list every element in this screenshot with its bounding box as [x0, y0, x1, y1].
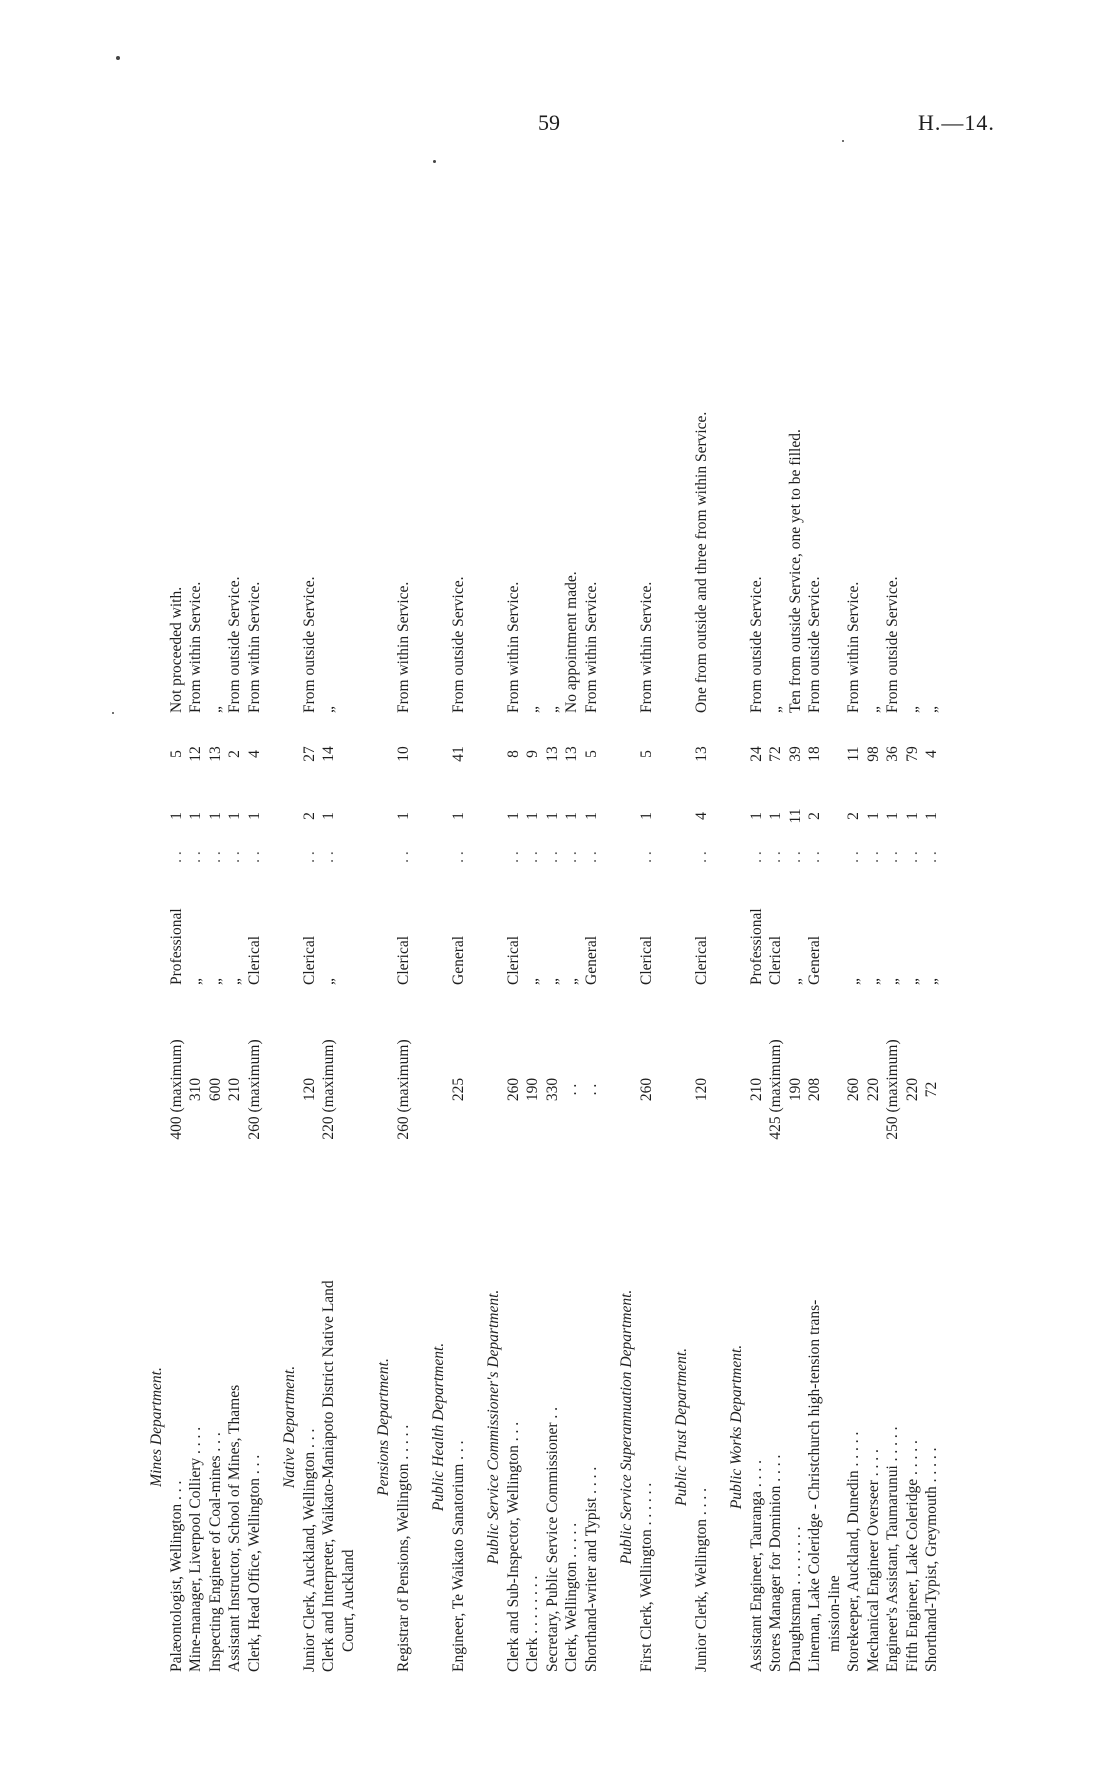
- position-title: [844, 1182, 864, 1672]
- division-cell: General: [806, 935, 823, 985]
- salary-cell: 400 (maximum): [167, 1039, 185, 1140]
- table-row: [449, 237, 469, 1672]
- table-row: [582, 237, 602, 1672]
- remarks-cell: „: [206, 706, 224, 713]
- dots-cell: . .: [637, 851, 655, 863]
- applications-count: 5: [637, 750, 655, 758]
- positions-count: 2: [845, 812, 862, 820]
- position-title: [747, 1182, 767, 1672]
- division-cell: „: [226, 978, 243, 985]
- scan-speck: [433, 160, 436, 163]
- position-title: [864, 1182, 884, 1672]
- position-text: Draughtsman . . .: [786, 1565, 804, 1672]
- applications-count: 13: [692, 746, 710, 762]
- positions-count: 1: [524, 812, 541, 820]
- division-cell: Professional: [167, 908, 185, 985]
- division-cell: General: [449, 935, 467, 985]
- dots-cell: . .: [845, 851, 862, 863]
- salary-cell: . .: [582, 1083, 600, 1096]
- remarks-cell: From within Service.: [845, 581, 862, 713]
- leader-dots: . . .: [903, 1440, 921, 1464]
- position-title: [225, 1182, 245, 1672]
- position-text: Lineman, Lake Coleridge - Christchurch high-tension trans-: [806, 1299, 823, 1672]
- applications-count: 8: [504, 750, 522, 758]
- position-text: Clerk . . .: [524, 1614, 541, 1672]
- positions-count: 1: [747, 812, 765, 820]
- position-title: [319, 1182, 358, 1672]
- remarks-cell: From within Service.: [187, 581, 204, 713]
- scan-speck: [116, 56, 120, 60]
- salary-cell: 260: [845, 1077, 862, 1102]
- positions-count: 1: [206, 812, 224, 820]
- salary-cell: 220: [903, 1077, 921, 1102]
- leader-dots: . . . .: [637, 1482, 655, 1514]
- position-title: [562, 1182, 582, 1672]
- leader-dots: . . .: [300, 1428, 318, 1452]
- position-title: [186, 1182, 206, 1672]
- positions-count: 1: [187, 812, 204, 820]
- position-continuation: Court, Auckland: [339, 1549, 357, 1652]
- applications-count: 79: [903, 746, 921, 762]
- positions-count: 1: [884, 812, 901, 820]
- position-text: Engineer, Te Waikato Sanatorium: [449, 1463, 467, 1672]
- leader-dots: . . .: [206, 1432, 224, 1456]
- remarks-cell: „: [524, 706, 541, 713]
- salary-cell: 260 (maximum): [245, 1039, 263, 1140]
- applications-count: 41: [449, 746, 467, 762]
- applications-count: 98: [864, 746, 882, 762]
- leader-dots: . . .: [884, 1426, 901, 1450]
- table-row: [300, 237, 320, 1672]
- position-title: [692, 1182, 712, 1672]
- dots-cell: . .: [884, 851, 901, 863]
- applications-count: 11: [845, 746, 862, 762]
- position-continuation: mission-line: [825, 1575, 843, 1652]
- leader-dots: . . .: [449, 1440, 467, 1464]
- scan-speck: [112, 712, 114, 714]
- salary-cell: . .: [563, 1083, 580, 1096]
- dots-cell: . .: [524, 851, 541, 863]
- division-cell: Clerical: [692, 935, 710, 985]
- remarks-cell: Not proceeded with.: [167, 586, 185, 713]
- remarks-cell: One from outside and three from within Service.: [692, 411, 710, 713]
- position-text: Mechanical Engineer Overseer: [864, 1480, 882, 1672]
- applications-count: 4: [245, 750, 263, 758]
- dots-cell: . .: [864, 851, 882, 863]
- salary-cell: 260: [504, 1077, 522, 1102]
- position-title: [637, 1182, 657, 1672]
- salary-cell: 210: [226, 1077, 243, 1102]
- division-cell: „: [786, 978, 804, 985]
- page-reference: H.—14.: [918, 110, 995, 135]
- leader-dots: . .: [187, 1426, 204, 1443]
- remarks-cell: „: [864, 706, 882, 713]
- salary-cell: 210: [747, 1077, 765, 1102]
- salary-cell: 208: [806, 1077, 823, 1102]
- applications-count: 24: [747, 746, 765, 762]
- leader-dots: . . . .: [582, 1466, 600, 1498]
- remarks-cell: No appointment made.: [563, 571, 580, 713]
- remarks-cell: From within Service.: [582, 581, 600, 713]
- department-heading: Public Service Commissioner's Department.: [485, 1289, 502, 1565]
- dots-cell: . .: [692, 851, 710, 863]
- table-row: [766, 237, 786, 1672]
- applications-count: 13: [543, 746, 561, 762]
- division-cell: „: [206, 978, 224, 985]
- remarks-cell: From outside Service.: [747, 576, 765, 713]
- dots-cell: . .: [245, 851, 263, 863]
- positions-count: 1: [226, 812, 243, 820]
- dots-cell: . .: [582, 851, 600, 863]
- dots-cell: . .: [563, 851, 580, 863]
- applications-count: 72: [767, 746, 784, 762]
- position-title: [449, 1182, 469, 1672]
- position-text: Stores Manager for Dominion: [767, 1485, 784, 1672]
- applications-count: 2: [226, 750, 243, 758]
- dots-cell: . .: [747, 851, 765, 863]
- department-heading: Public Service Superannuation Department.: [618, 1289, 635, 1565]
- position-text: Storekeeper, Auckland, Dunedin . .: [845, 1454, 862, 1672]
- table-row: [786, 237, 806, 1672]
- remarks-cell: From outside Service.: [226, 576, 243, 713]
- page-number: 59: [538, 110, 560, 135]
- scan-speck: [842, 140, 844, 142]
- leader-dots: . . . .: [864, 1449, 882, 1481]
- dots-cell: . .: [449, 851, 467, 863]
- remarks-cell: „: [903, 706, 921, 713]
- applications-count: 5: [167, 750, 185, 758]
- applications-count: 18: [806, 746, 823, 762]
- applications-count: 14: [320, 746, 337, 762]
- position-title: [300, 1182, 320, 1672]
- division-cell: Professional: [747, 908, 765, 985]
- positions-count: 11: [786, 808, 804, 824]
- position-title: [523, 1182, 543, 1672]
- leader-dots: . . . .: [767, 1454, 784, 1486]
- position-title: [206, 1182, 226, 1672]
- dots-cell: . .: [300, 851, 318, 863]
- department-heading: Native Department.: [281, 1365, 298, 1489]
- division-cell: „: [563, 978, 580, 985]
- positions-count: 1: [767, 812, 784, 820]
- remarks-cell: „: [543, 706, 561, 713]
- remarks-cell: From within Service.: [245, 581, 263, 713]
- applications-count: 27: [300, 746, 318, 762]
- leader-dots: . . . . .: [524, 1575, 541, 1615]
- applications-count: 36: [884, 746, 901, 762]
- positions-count: 1: [923, 812, 940, 820]
- remarks-cell: From within Service.: [504, 581, 522, 713]
- position-title: [245, 1182, 265, 1672]
- table-row: [637, 237, 657, 1672]
- table-row: [245, 237, 265, 1672]
- division-cell: „: [320, 978, 337, 985]
- applications-count: 13: [206, 746, 224, 762]
- division-cell: Clerical: [637, 935, 655, 985]
- position-text: Assistant Instructor, School of Mines, Thames: [226, 1384, 243, 1672]
- remarks-cell: From within Service.: [394, 581, 412, 713]
- leader-dots: . . . . .: [563, 1522, 580, 1562]
- salary-cell: 220: [864, 1077, 882, 1102]
- dots-cell: . .: [167, 851, 185, 863]
- department-heading: Pensions Department.: [375, 1358, 392, 1496]
- position-title: [582, 1182, 602, 1672]
- position-text: First Clerk, Wellington . .: [637, 1513, 655, 1672]
- applications-count: 10: [394, 746, 412, 762]
- division-cell: „: [187, 978, 204, 985]
- applications-count: 39: [786, 746, 804, 762]
- table-row: [167, 237, 187, 1672]
- division-cell: General: [582, 935, 600, 985]
- position-text: Secretary, Public Service Commissioner: [543, 1422, 561, 1672]
- division-cell: „: [864, 978, 882, 985]
- leader-dots: . . .: [394, 1424, 412, 1448]
- remarks-cell: Ten from outside Service, one yet to be filled.: [786, 429, 804, 713]
- positions-count: 1: [563, 812, 580, 820]
- salary-cell: 260 (maximum): [394, 1039, 412, 1140]
- salary-cell: 120: [300, 1077, 318, 1102]
- table-row: [864, 237, 884, 1672]
- position-text: Shorthand-writer and Typist: [582, 1497, 600, 1672]
- dots-cell: . .: [226, 851, 243, 863]
- table-row: [225, 237, 245, 1672]
- position-title: [167, 1182, 187, 1672]
- applications-count: 5: [582, 750, 600, 758]
- remarks-cell: From outside Service.: [449, 576, 467, 713]
- position-text: Inspecting Engineer of Coal-mines: [206, 1455, 224, 1672]
- dots-cell: . .: [394, 851, 412, 863]
- applications-count: 13: [563, 746, 580, 762]
- position-title: [786, 1182, 806, 1672]
- positions-count: 1: [582, 812, 600, 820]
- leader-dots: . . .: [923, 1447, 940, 1471]
- position-text: Clerk, Wellington: [563, 1561, 580, 1672]
- leader-dots: . . .: [504, 1421, 522, 1446]
- dots-cell: . .: [206, 851, 224, 863]
- positions-count: 1: [320, 812, 337, 820]
- division-cell: Clerical: [767, 935, 784, 985]
- dots-cell: . .: [187, 851, 204, 863]
- division-cell: Clerical: [245, 935, 263, 985]
- applications-count: 9: [524, 750, 541, 758]
- positions-count: 2: [806, 812, 823, 820]
- dots-cell: . .: [504, 851, 522, 863]
- applications-count: 4: [923, 750, 940, 758]
- division-cell: „: [923, 978, 940, 985]
- leader-dots: . . . .: [747, 1460, 765, 1492]
- position-text: Mine-manager, Liverpool Colliery . .: [187, 1442, 204, 1672]
- salary-cell: 120: [692, 1077, 710, 1102]
- table-row: [504, 237, 524, 1672]
- table-row: [562, 237, 582, 1672]
- position-title: [543, 1182, 563, 1672]
- positions-count: 1: [245, 812, 263, 820]
- positions-count: 1: [543, 812, 561, 820]
- leader-dots: . . .: [845, 1431, 862, 1455]
- position-text: Fifth Engineer, Lake Coleridge . .: [903, 1463, 921, 1672]
- department-heading: Public Health Department.: [430, 1342, 447, 1512]
- positions-count: 1: [504, 812, 522, 820]
- salary-cell: 225: [449, 1077, 467, 1102]
- table-row: [903, 237, 923, 1672]
- positions-count: 2: [300, 812, 318, 820]
- table-row: [747, 237, 767, 1672]
- remarks-cell: „: [320, 706, 337, 713]
- position-text: Clerk, Head Office, Wellington: [245, 1477, 263, 1672]
- salary-cell: 190: [524, 1077, 541, 1102]
- division-cell: „: [884, 978, 901, 985]
- position-text: Assistant Engineer, Tauranga: [747, 1491, 765, 1672]
- dots-cell: . .: [543, 851, 561, 863]
- salary-cell: 72: [923, 1081, 940, 1098]
- position-title: [883, 1182, 903, 1672]
- position-text: Shorthand-Typist, Greymouth . .: [923, 1470, 940, 1672]
- position-title: [766, 1182, 786, 1672]
- table-row: [922, 237, 942, 1672]
- leader-dots: . . . .: [692, 1487, 710, 1519]
- position-title: [903, 1182, 923, 1672]
- dots-cell: . .: [923, 851, 940, 863]
- table-row: [844, 237, 864, 1672]
- division-cell: „: [845, 978, 862, 985]
- division-cell: Clerical: [394, 935, 412, 985]
- position-title: [922, 1182, 942, 1672]
- department-heading: Public Trust Department.: [673, 1348, 690, 1507]
- table-row: [206, 237, 226, 1672]
- positions-count: 1: [167, 812, 185, 820]
- division-cell: Clerical: [300, 935, 318, 985]
- salary-cell: 190: [786, 1077, 804, 1102]
- division-cell: „: [903, 978, 921, 985]
- position-text: Junior Clerk, Auckland, Wellington: [300, 1451, 318, 1672]
- table-row: [186, 237, 206, 1672]
- dots-cell: . .: [806, 851, 823, 863]
- leader-dots: . .: [543, 1406, 561, 1423]
- salary-cell: 220 (maximum): [320, 1039, 337, 1140]
- position-title: [504, 1182, 524, 1672]
- salary-cell: 310: [187, 1077, 204, 1102]
- positions-count: 1: [637, 812, 655, 820]
- position-text: Engineer's Assistant, Taumarunui . .: [884, 1449, 901, 1672]
- salary-cell: 260: [637, 1077, 655, 1102]
- remarks-cell: From outside Service.: [300, 576, 318, 713]
- position-text: Junior Clerk, Wellington: [692, 1518, 710, 1672]
- remarks-cell: „: [767, 706, 784, 713]
- position-title: [805, 1182, 844, 1672]
- positions-count: 1: [449, 812, 467, 820]
- positions-count: 1: [394, 812, 412, 820]
- leader-dots: . . .: [245, 1454, 263, 1478]
- table-row: [692, 237, 712, 1672]
- dots-cell: . .: [767, 851, 784, 863]
- remarks-cell: From outside Service.: [806, 576, 823, 713]
- table-row: [805, 237, 844, 1672]
- position-title: [394, 1182, 414, 1672]
- remarks-cell: „: [923, 706, 940, 713]
- positions-count: 1: [903, 812, 921, 820]
- position-text: Clerk and Interpreter, Waikato-Maniapoto District Native Land: [320, 1280, 337, 1672]
- dots-cell: . .: [320, 851, 337, 863]
- position-text: Registrar of Pensions, Wellington . .: [394, 1447, 412, 1672]
- table-row: [319, 237, 358, 1672]
- remarks-cell: From outside Service.: [884, 576, 901, 713]
- salary-cell: 600: [206, 1077, 224, 1102]
- positions-count: 4: [692, 812, 710, 820]
- remarks-cell: From within Service.: [637, 581, 655, 713]
- leader-dots: . . . . .: [786, 1526, 804, 1566]
- salary-cell: 330: [543, 1077, 561, 1102]
- dots-cell: . .: [786, 851, 804, 863]
- position-text: Palæontologist, Wellington: [167, 1503, 185, 1672]
- leader-dots: . . .: [167, 1480, 185, 1504]
- division-cell: „: [543, 978, 561, 985]
- division-cell: „: [524, 978, 541, 985]
- salary-cell: 250 (maximum): [884, 1039, 901, 1140]
- position-text: Clerk and Sub-Inspector, Wellington: [504, 1445, 522, 1672]
- table-row: [543, 237, 563, 1672]
- positions-count: 1: [864, 812, 882, 820]
- table-row: [394, 237, 414, 1672]
- department-heading: Public Works Department.: [728, 1344, 745, 1510]
- rotated-table: [147, 237, 940, 1672]
- table-row: [523, 237, 543, 1672]
- salary-cell: 425 (maximum): [767, 1039, 784, 1140]
- table-row: [883, 237, 903, 1672]
- applications-count: 12: [187, 746, 204, 762]
- department-heading: Mines Department.: [148, 1367, 165, 1487]
- dots-cell: . .: [903, 851, 921, 863]
- division-cell: Clerical: [504, 935, 522, 985]
